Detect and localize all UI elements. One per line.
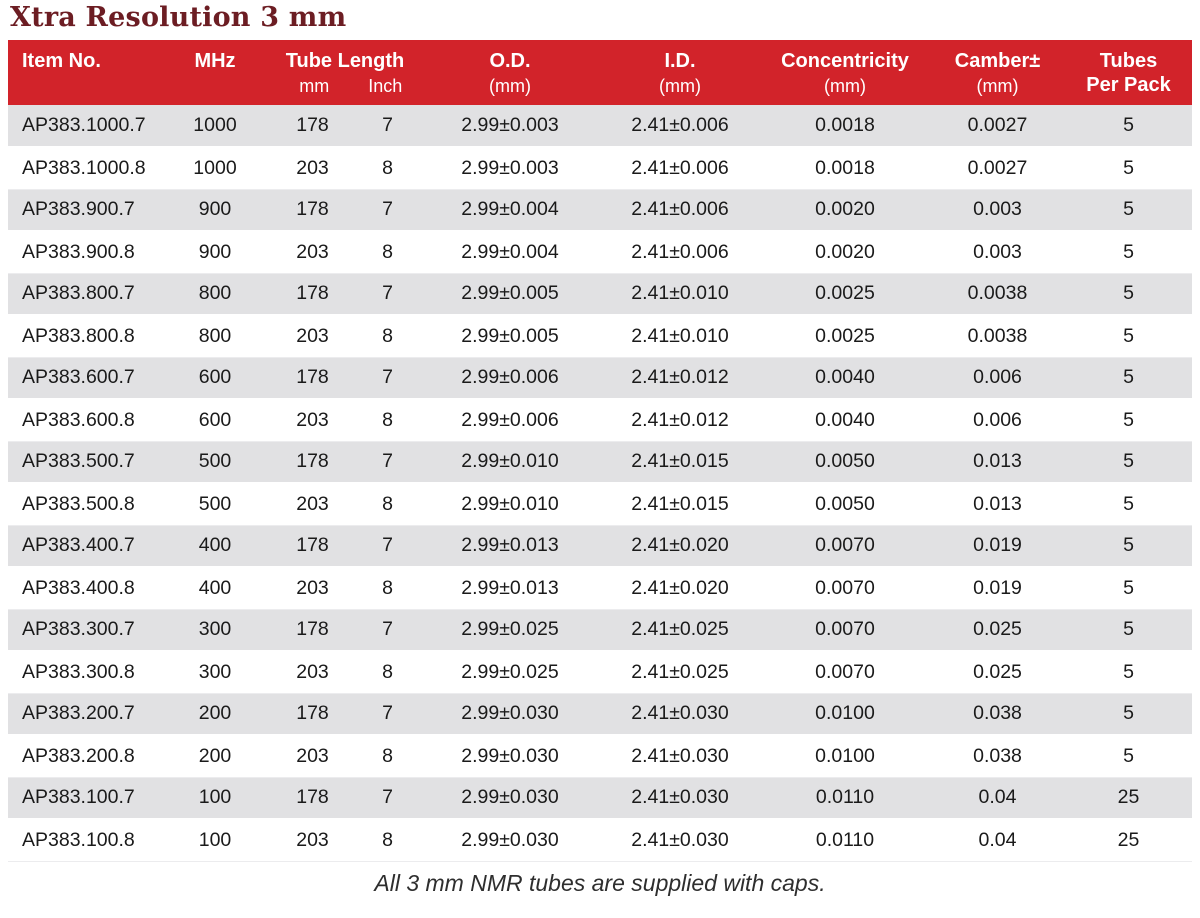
table-row (8, 777, 1192, 819)
cell-id: 2.41±0.030 (631, 702, 729, 725)
cell-id: 2.41±0.030 (631, 828, 729, 851)
table-row (8, 819, 1192, 861)
cell-length-inch: 7 (382, 282, 393, 305)
cell-concentricity: 0.0110 (815, 828, 875, 851)
cell-length-mm: 178 (296, 786, 329, 809)
column-unit: (mm) (824, 76, 866, 96)
cell-item-no: AP383.200.7 (22, 702, 135, 725)
cell-od: 2.99±0.003 (461, 156, 559, 179)
cell-od: 2.99±0.030 (461, 786, 559, 809)
cell-item-no: AP383.1000.8 (22, 156, 146, 179)
cell-od: 2.99±0.013 (461, 534, 559, 557)
cell-length-inch: 8 (382, 492, 393, 515)
cell-mhz: 900 (198, 198, 232, 221)
column-label: Tube Length (285, 50, 405, 72)
cell-tubes-per-pack: 5 (1123, 702, 1134, 725)
cell-concentricity: 0.0020 (815, 240, 875, 263)
cell-length-inch: 8 (382, 240, 393, 263)
cell-concentricity: 0.0050 (815, 492, 875, 515)
cell-tubes-per-pack: 5 (1123, 198, 1134, 221)
column-label: Concentricity (781, 50, 909, 72)
column-unit: (mm) (489, 76, 531, 96)
cell-od: 2.99±0.010 (461, 450, 559, 473)
cell-mhz: 800 (198, 282, 232, 305)
cell-item-no: AP383.200.8 (22, 744, 135, 767)
cell-od: 2.99±0.030 (461, 702, 559, 725)
sub-header-mm: mm (299, 76, 330, 96)
cell-mhz: 200 (198, 702, 232, 725)
cell-concentricity: 0.0100 (815, 702, 875, 725)
cell-tubes-per-pack: 5 (1123, 534, 1134, 557)
cell-mhz: 600 (198, 366, 232, 389)
cell-length-inch: 8 (382, 828, 393, 851)
column-header-tubes-per-pack (1065, 40, 1192, 105)
cell-length-inch: 8 (382, 324, 393, 347)
cell-od: 2.99±0.004 (461, 240, 559, 263)
table-row (8, 105, 1192, 147)
cell-camber: 0.038 (973, 702, 1022, 725)
cell-concentricity: 0.0018 (815, 156, 875, 179)
cell-item-no: AP383.400.8 (22, 576, 135, 599)
cell-od: 2.99±0.025 (461, 660, 559, 683)
cell-id: 2.41±0.010 (631, 282, 729, 305)
cell-length-mm: 178 (296, 366, 329, 389)
cell-camber: 0.003 (973, 240, 1022, 263)
cell-length-mm: 203 (296, 240, 329, 263)
cell-camber: 0.0027 (967, 114, 1028, 136)
cell-mhz: 100 (198, 828, 232, 851)
cell-od: 2.99±0.006 (461, 408, 559, 431)
cell-tubes-per-pack: 5 (1123, 660, 1134, 683)
cell-camber: 0.04 (978, 786, 1017, 809)
cell-mhz: 400 (198, 534, 232, 557)
column-label: Tubes (1099, 50, 1158, 72)
cell-id: 2.41±0.020 (631, 534, 729, 557)
column-header-id (600, 40, 760, 105)
cell-length-inch: 8 (382, 576, 393, 599)
cell-concentricity: 0.0025 (815, 282, 875, 305)
cell-concentricity: 0.0050 (815, 450, 875, 473)
cell-mhz: 500 (198, 492, 232, 515)
cell-length-mm: 203 (296, 660, 329, 683)
cell-id: 2.41±0.006 (631, 198, 729, 221)
cell-length-mm: 178 (296, 702, 329, 725)
cell-mhz: 100 (198, 786, 232, 809)
cell-id: 2.41±0.006 (631, 114, 729, 136)
cell-mhz: 1000 (193, 114, 237, 136)
cell-length-inch: 7 (382, 198, 393, 221)
cell-length-inch: 8 (382, 156, 393, 179)
cell-mhz: 500 (198, 450, 232, 473)
cell-id: 2.41±0.020 (631, 576, 729, 599)
cell-camber: 0.04 (978, 828, 1017, 851)
column-header-concentricity (760, 40, 930, 105)
table-row (8, 567, 1192, 609)
cell-length-inch: 7 (382, 534, 393, 557)
cell-length-mm: 203 (296, 156, 329, 179)
cell-camber: 0.0038 (967, 324, 1028, 347)
cell-od: 2.99±0.006 (461, 366, 559, 389)
header-row (8, 40, 1192, 105)
cell-id: 2.41±0.006 (631, 240, 729, 263)
cell-od: 2.99±0.004 (461, 198, 559, 221)
column-label: Item No. (22, 50, 101, 72)
cell-item-no: AP383.800.8 (22, 324, 135, 347)
cell-id: 2.41±0.010 (631, 324, 729, 347)
cell-concentricity: 0.0110 (815, 786, 875, 809)
cell-od: 2.99±0.010 (461, 492, 559, 515)
cell-tubes-per-pack: 5 (1123, 240, 1134, 263)
table-row (8, 315, 1192, 357)
cell-tubes-per-pack: 5 (1123, 408, 1134, 431)
cell-camber: 0.006 (973, 366, 1022, 389)
sub-header-inch: Inch (368, 76, 403, 96)
cell-id: 2.41±0.030 (631, 786, 729, 809)
cell-length-mm: 203 (296, 828, 329, 851)
cell-length-inch: 8 (382, 408, 393, 431)
cell-length-mm: 178 (296, 618, 329, 641)
cell-item-no: AP383.100.7 (22, 786, 135, 809)
cell-mhz: 900 (198, 240, 232, 263)
cell-mhz: 300 (198, 618, 232, 641)
cell-camber: 0.006 (973, 408, 1022, 431)
cell-concentricity: 0.0040 (815, 366, 875, 389)
cell-tubes-per-pack: 5 (1123, 576, 1134, 599)
table-row (8, 147, 1192, 189)
cell-item-no: AP383.300.8 (22, 660, 135, 683)
cell-length-mm: 178 (296, 534, 329, 557)
cell-concentricity: 0.0070 (815, 576, 875, 599)
cell-length-mm: 178 (296, 450, 329, 473)
cell-id: 2.41±0.015 (631, 492, 729, 515)
cell-od: 2.99±0.030 (461, 828, 559, 851)
table-row (8, 231, 1192, 273)
cell-item-no: AP383.1000.7 (22, 114, 146, 136)
cell-id: 2.41±0.006 (631, 156, 729, 179)
cell-item-no: AP383.900.7 (22, 198, 135, 221)
cell-od: 2.99±0.030 (461, 744, 559, 767)
cell-od: 2.99±0.005 (461, 324, 559, 347)
cell-tubes-per-pack: 5 (1123, 450, 1134, 473)
table-body (8, 105, 1192, 861)
cell-length-inch: 7 (382, 450, 393, 473)
page-title: Xtra Resolution 3 mm (10, 2, 347, 33)
table-row (8, 609, 1192, 651)
column-header-mhz (160, 40, 270, 105)
cell-id: 2.41±0.030 (631, 744, 729, 767)
cell-concentricity: 0.0070 (815, 660, 875, 683)
cell-length-mm: 178 (296, 114, 329, 136)
cell-tubes-per-pack: 5 (1123, 492, 1134, 515)
cell-id: 2.41±0.015 (631, 450, 729, 473)
cell-od: 2.99±0.013 (461, 576, 559, 599)
cell-concentricity: 0.0070 (815, 534, 875, 557)
table-row (8, 441, 1192, 483)
cell-item-no: AP383.500.7 (22, 450, 135, 473)
cell-item-no: AP383.600.7 (22, 366, 135, 389)
cell-tubes-per-pack: 5 (1123, 156, 1134, 179)
cell-camber: 0.013 (973, 450, 1022, 473)
cell-camber: 0.019 (973, 576, 1022, 599)
cell-camber: 0.013 (973, 492, 1022, 515)
cell-length-inch: 7 (382, 618, 393, 641)
cell-length-inch: 7 (382, 702, 393, 725)
cell-camber: 0.019 (973, 534, 1022, 557)
cell-concentricity: 0.0025 (815, 324, 875, 347)
cell-item-no: AP383.800.7 (22, 282, 135, 305)
cell-tubes-per-pack: 5 (1123, 744, 1134, 767)
cell-length-mm: 203 (296, 744, 329, 767)
cell-length-mm: 203 (296, 408, 329, 431)
cell-tubes-per-pack: 5 (1123, 618, 1134, 641)
spec-table (8, 40, 1192, 862)
cell-camber: 0.0038 (967, 282, 1028, 305)
cell-concentricity: 0.0040 (815, 408, 875, 431)
cell-camber: 0.025 (973, 618, 1022, 641)
cell-id: 2.41±0.012 (631, 408, 729, 431)
cell-tubes-per-pack: 25 (1117, 828, 1140, 851)
table-row (8, 525, 1192, 567)
column-header-od (420, 40, 600, 105)
table-row (8, 357, 1192, 399)
cell-item-no: AP383.100.8 (22, 828, 135, 851)
cell-camber: 0.0027 (967, 156, 1028, 179)
cell-mhz: 1000 (193, 156, 237, 179)
cell-length-mm: 178 (296, 282, 329, 305)
cell-length-mm: 203 (296, 492, 329, 515)
cell-od: 2.99±0.025 (461, 618, 559, 641)
cell-tubes-per-pack: 5 (1123, 114, 1134, 136)
cell-od: 2.99±0.003 (461, 114, 559, 136)
cell-mhz: 800 (198, 324, 232, 347)
table-row (8, 399, 1192, 441)
cell-concentricity: 0.0020 (815, 198, 875, 221)
column-unit: (mm) (659, 76, 701, 96)
cell-item-no: AP383.400.7 (22, 534, 135, 557)
cell-tubes-per-pack: 25 (1117, 786, 1140, 809)
column-unit: (mm) (976, 76, 1019, 96)
column-label: MHz (194, 50, 236, 72)
cell-length-mm: 203 (296, 576, 329, 599)
tube-length-sub-headers (274, 75, 416, 97)
cell-length-mm: 203 (296, 324, 329, 347)
column-header-camber (930, 40, 1065, 105)
column-label-line2: Per Pack (1086, 74, 1171, 96)
cell-tubes-per-pack: 5 (1123, 282, 1134, 305)
table-row (8, 273, 1192, 315)
column-label: I.D. (664, 50, 696, 72)
cell-length-mm: 178 (296, 198, 329, 221)
column-header-item-no (8, 40, 160, 105)
cell-tubes-per-pack: 5 (1123, 324, 1134, 347)
cell-camber: 0.003 (973, 198, 1022, 221)
cell-mhz: 400 (198, 576, 232, 599)
cell-item-no: AP383.600.8 (22, 408, 135, 431)
table-header (8, 40, 1192, 105)
cell-camber: 0.025 (973, 660, 1022, 683)
cell-mhz: 200 (198, 744, 232, 767)
table-row (8, 651, 1192, 693)
cell-camber: 0.038 (973, 744, 1022, 767)
cell-item-no: AP383.500.8 (22, 492, 135, 515)
cell-od: 2.99±0.005 (461, 282, 559, 305)
cell-concentricity: 0.0100 (815, 744, 875, 767)
cell-length-inch: 8 (382, 744, 393, 767)
cell-length-inch: 8 (382, 660, 393, 683)
cell-id: 2.41±0.025 (631, 660, 729, 683)
cell-length-inch: 7 (382, 786, 393, 809)
table-row (8, 483, 1192, 525)
table-row (8, 693, 1192, 735)
footer-note: All 3 mm NMR tubes are supplied with caps. (374, 869, 826, 896)
column-label: Camber± (954, 50, 1041, 72)
cell-mhz: 300 (198, 660, 232, 683)
cell-concentricity: 0.0018 (815, 114, 875, 136)
column-header-tube-length (270, 40, 420, 105)
cell-mhz: 600 (198, 408, 232, 431)
cell-item-no: AP383.900.8 (22, 240, 135, 263)
cell-id: 2.41±0.025 (631, 618, 729, 641)
cell-length-inch: 7 (382, 114, 393, 136)
table-row (8, 189, 1192, 231)
cell-tubes-per-pack: 5 (1123, 366, 1134, 389)
cell-length-inch: 7 (382, 366, 393, 389)
column-label: O.D. (489, 50, 531, 72)
cell-id: 2.41±0.012 (631, 366, 729, 389)
cell-concentricity: 0.0070 (815, 618, 875, 641)
cell-item-no: AP383.300.7 (22, 618, 135, 641)
table-row (8, 735, 1192, 777)
